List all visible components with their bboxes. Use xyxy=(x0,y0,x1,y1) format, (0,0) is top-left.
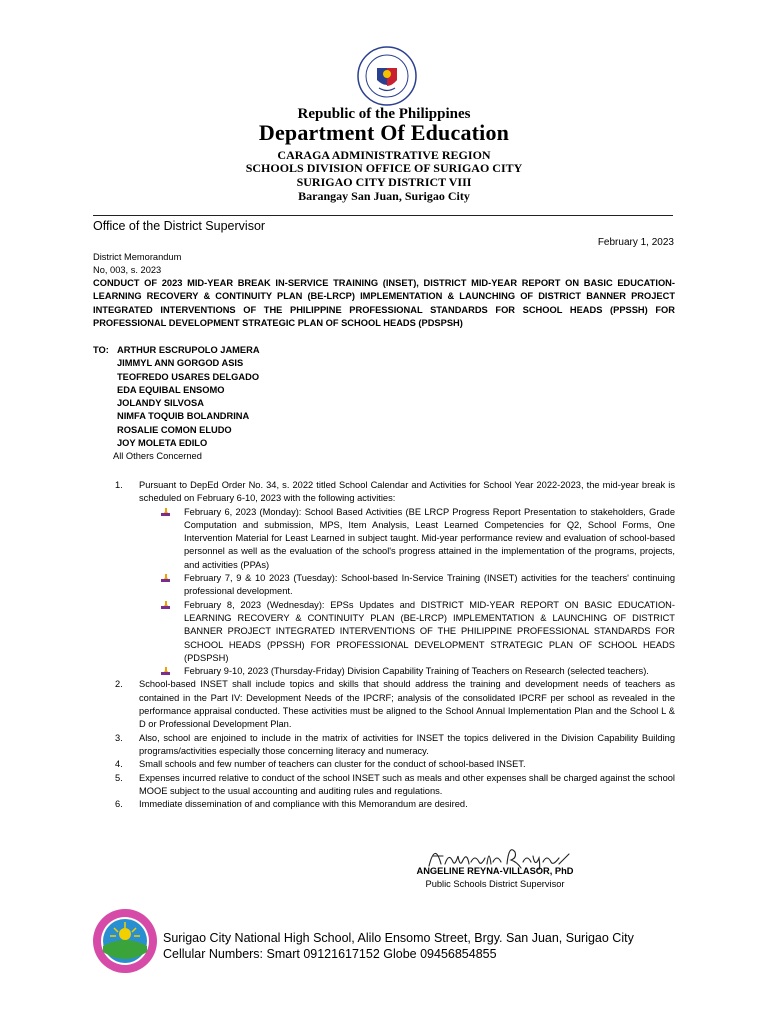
recipient-name: JOY MOLETA EDILO xyxy=(117,438,208,449)
signatory-title: Public Schools District Supervisor xyxy=(425,879,565,889)
deped-seal-logo xyxy=(357,46,417,106)
item-number: 6. xyxy=(115,799,123,810)
activity-item xyxy=(161,599,675,665)
pin-bullet-icon xyxy=(161,665,184,678)
pin-bullet-icon xyxy=(161,506,184,572)
item-text: Immediate dissemination of and compliance with this Memorandum are desired. xyxy=(139,799,468,810)
header-republic: Republic of the Philippines xyxy=(297,106,471,122)
activity-text: February 8, 2023 (Wednesday): EPSs Updates and DISTRICT MID-YEAR REPORT ON BASIC EDUCATION-LEARNING RECOVERY & CONTINUITY PLAN (BE-LRCP) IMPLEMENTATION & LAUNCHING OF DISTRICT BANNER PROJECT INTEGRATED INTERVENTIONS OF THE PHILIPPINE PROFESSIONAL STANDARDS FOR SCHOOL HEADS (PPSSH) FOR PROFESSIONAL DEVELOPMENT STRATEGIC PLAN OF SCHOOL HEADS (PDSPSH) xyxy=(184,599,675,663)
item-text: School-based INSET shall include topics and skills that should address the training and development needs of teachers as contained in the Part IV: Development Needs of the IPCRF; analysis of the consolidated IPCRF per school as revealed in the performance appraisal conducted. These activities must be aligned to the School Annual Implementation Plan and the School L & D or Professional Development Plan. xyxy=(139,679,675,730)
recipient-name: JIMMYL ANN GORGOD ASIS xyxy=(117,358,244,369)
memo-item xyxy=(115,678,675,731)
recipient-others: All Others Concerned xyxy=(113,451,202,462)
school-logo xyxy=(92,908,158,974)
item-text: Pursuant to DepEd Order No. 34, s. 2022 titled School Calendar and Activities for School Year 2022-2023, the mid-year break is scheduled on February 6-10, 2023 with the following activities: xyxy=(139,480,675,504)
recipient-name: ARTHUR ESCRUPOLO JAMERA xyxy=(117,345,260,355)
header-divider xyxy=(93,215,673,216)
recipient-name: JOLANDY SILVOSA xyxy=(117,398,204,409)
memo-item xyxy=(115,758,675,771)
recipient-list xyxy=(117,344,260,450)
memo-subject: CONDUCT OF 2023 MID-YEAR BREAK IN-SERVICE TRAINING (INSET), DISTRICT MID-YEAR REPORT ON BASIC EDUCATION-LEARNING RECOVERY & CONTINUITY PLAN (BE-LRCP) IMPLEMENTATION & LAUNCHING OF DISTRICT BANNER PROJECT INTEGRATED INTERVENTIONS OF THE PHILIPPINE PROFESSIONAL STANDARDS FOR SCHOOL HEADS (PPSSH) FOR PROFESSIONAL DEVELOPMENT STRATEGIC PLAN OF SCHOOL HEADS (PDSPSH) xyxy=(93,278,675,328)
header-barangay: Barangay San Juan, Surigao City xyxy=(298,189,470,203)
item-number: 3. xyxy=(115,732,123,743)
memo-item xyxy=(115,732,675,759)
memo-item xyxy=(115,479,675,506)
footer-cellular: Cellular Numbers: Smart 09121617152 Globe 09456854855 xyxy=(163,947,497,961)
item-number: 4. xyxy=(115,759,123,770)
pin-bullet-icon xyxy=(161,572,184,599)
activity-item xyxy=(161,572,675,599)
memo-item xyxy=(115,798,675,811)
item-number: 2. xyxy=(115,679,123,690)
header-region: CARAGA ADMINISTRATIVE REGION xyxy=(277,148,491,162)
item-number: 5. xyxy=(115,772,123,783)
memo-number: No, 003, s. 2023 xyxy=(93,265,162,275)
item-number: 1. xyxy=(115,480,123,490)
office-name: Office of the District Supervisor xyxy=(93,219,266,233)
to-label: TO: xyxy=(93,345,109,355)
footer-address: Surigao City National High School, Alilo Ensomo Street, Brgy. San Juan, Surigao City xyxy=(163,931,634,945)
item-text: Expenses incurred relative to conduct of the school INSET such as meals and other expenses shall be charged against the school MOOE subject to the usual accounting and auditing rules and regulations. xyxy=(139,772,675,796)
memo-items xyxy=(115,479,675,811)
activity-text: February 7, 9 & 10 2023 (Tuesday): School-based In-Service Training (INSET) activities for the teachers' continuing professional development. xyxy=(184,573,675,597)
recipient-name: ROSALIE COMON ELUDO xyxy=(117,424,232,435)
memo-item xyxy=(115,772,675,799)
recipient-name: EDA EQUIBAL ENSOMO xyxy=(117,384,225,395)
activity-list xyxy=(161,506,675,679)
activity-item xyxy=(161,506,675,572)
signatory-name: ANGELINE REYNA-VILLASOR, PhD xyxy=(416,866,574,876)
activity-item xyxy=(161,665,675,678)
item-text: Also, school are enjoined to include in the matrix of activities for INSET the topics delivered in the Division Capability Building programs/activities especially those concerning literacy and numeracy. xyxy=(139,732,675,756)
header-division: SCHOOLS DIVISION OFFICE OF SURIGAO CITY xyxy=(245,161,523,175)
header-department: Department Of Education xyxy=(258,120,510,145)
activity-text: February 6, 2023 (Monday): School Based Activities (BE LRCP Progress Report Presentation to stakeholders, Grade Computation and submission, MPS, Item Analysis, Least Learned Competencies for Q2, School Forms, One Intervention Material for Least Learned in subject taught. Mid-year performance review and evaluation of school-based personnel as well as the evaluation of the school's progress attained in the implementation of the programs, projects, and activities (PPAs) xyxy=(184,506,675,570)
memo-date: February 1, 2023 xyxy=(597,237,674,248)
recipient-name: NIMFA TOQUIB BOLANDRINA xyxy=(117,411,250,422)
recipient-name: TEOFREDO USARES DELGADO xyxy=(117,371,260,382)
memo-type: District Memorandum xyxy=(93,252,182,262)
header-district: SURIGAO CITY DISTRICT VIII xyxy=(296,175,472,189)
item-text: Small schools and few number of teachers can cluster for the conduct of school-based INSET. xyxy=(139,759,526,770)
recipients-block xyxy=(93,344,260,464)
pin-bullet-icon xyxy=(161,599,184,665)
activity-text: February 9-10, 2023 (Thursday-Friday) Division Capability Training of Teachers on Research (selected teachers). xyxy=(184,666,649,677)
